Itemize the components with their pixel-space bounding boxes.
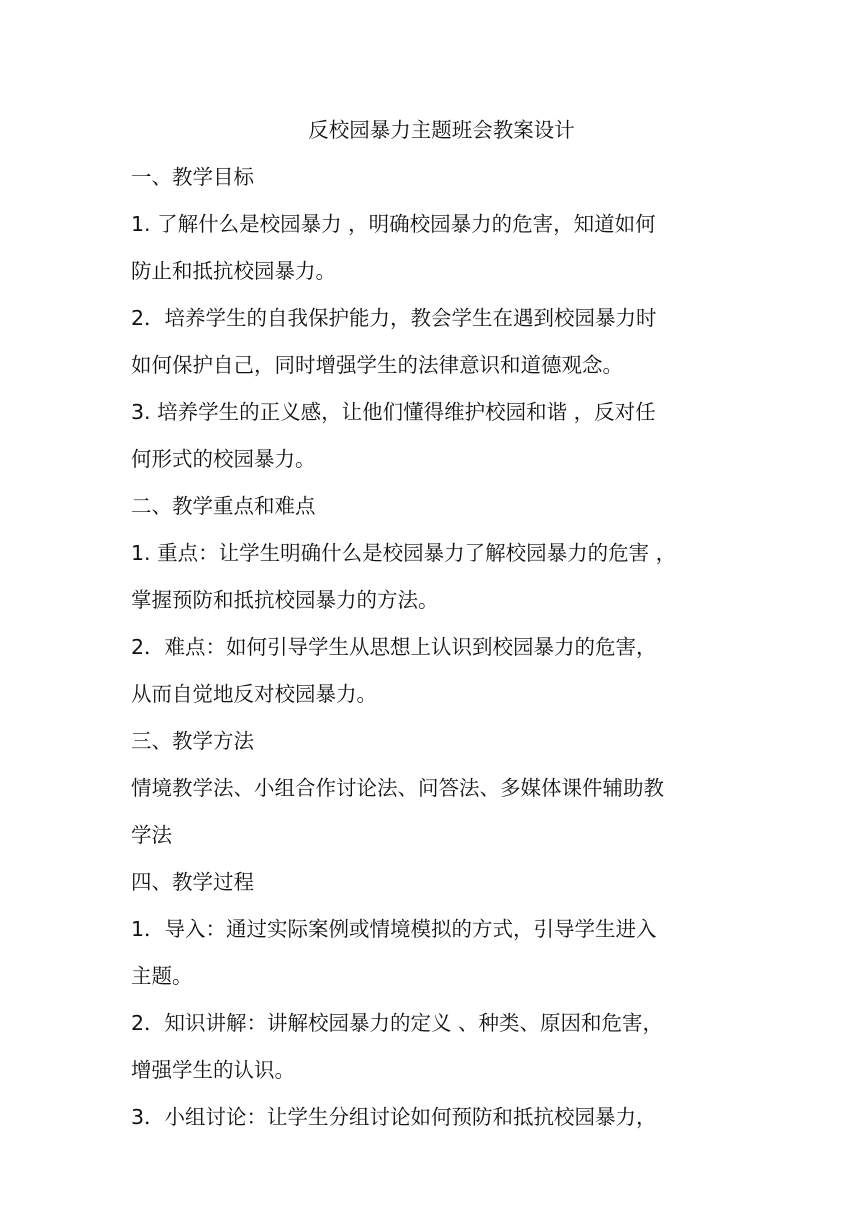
- paragraph-line: 1．导入：通过实际案例或情境模拟的方式，引导学生进入: [131, 917, 657, 941]
- paragraph-line: 1. 重点：让学生明确什么是校园暴力了解校园暴力的危害 ，: [131, 541, 677, 565]
- paragraph-line: 2．难点：如何引导学生从思想上认识到校园暴力的危害，: [131, 635, 657, 659]
- paragraph-line: 3. 培养学生的正义感，让他们懂得维护校园和谐 ，反对任: [131, 400, 656, 424]
- paragraph-line: 从而自觉地反对校园暴力。: [131, 682, 377, 706]
- paragraph-line: 学法: [131, 823, 172, 847]
- section-heading-objectives: 一、教学目标: [131, 165, 254, 189]
- paragraph-line: 2．培养学生的自我保护能力，教会学生在遇到校园暴力时: [131, 306, 657, 330]
- paragraph-line: 掌握预防和抵抗校园暴力的方法。: [131, 588, 439, 612]
- paragraph-line: 何形式的校园暴力。: [131, 447, 316, 471]
- paragraph-line: 1. 了解什么是校园暴力 ，明确校园暴力的危害，知道如何: [131, 212, 656, 236]
- paragraph-line: 3．小组讨论：让学生分组讨论如何预防和抵抗校园暴力，: [131, 1105, 657, 1129]
- paragraph-line: 情境教学法、小组合作讨论法、问答法、多媒体课件辅助教: [131, 776, 664, 800]
- paragraph-line: 如何保护自己，同时增强学生的法律意识和道德观念。: [131, 353, 623, 377]
- paragraph-line: 增强学生的认识。: [131, 1058, 295, 1082]
- paragraph-line: 2．知识讲解：讲解校园暴力的定义 、种类、原因和危害，: [131, 1011, 664, 1035]
- paragraph-line: 主题。: [131, 964, 193, 988]
- document-title: 反校园暴力主题班会教案设计: [308, 118, 575, 142]
- section-heading-process: 四、教学过程: [131, 870, 254, 894]
- section-heading-key-points: 二、教学重点和难点: [131, 494, 316, 518]
- paragraph-line: 防止和抵抗校园暴力。: [131, 259, 336, 283]
- section-heading-methods: 三、教学方法: [131, 729, 254, 753]
